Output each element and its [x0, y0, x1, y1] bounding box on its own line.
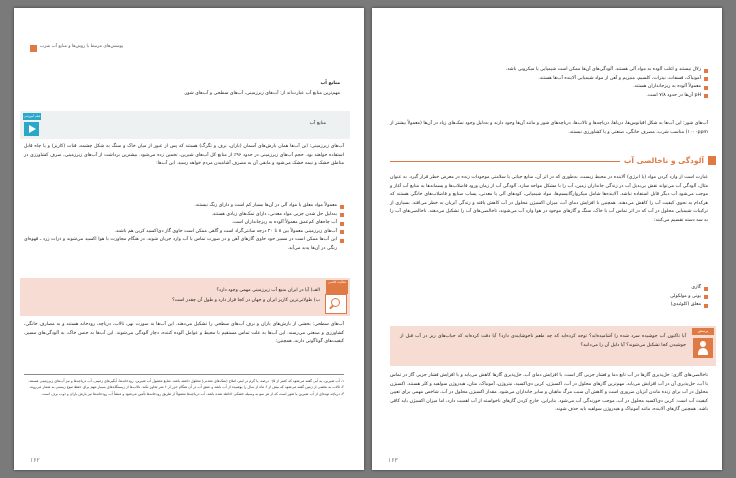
groundwater-paragraph: آب‌های زیرزمینی: این آب‌ها همان بارش‌های آسمان (باران، برف و تگرگ) هستند که پس از عبور از میان خاک و سنگ به شکل چشمه، قنات (کاریز) و یا چاه قابل استفاده خواهند بود. حجم آب‌های زیرزمینی در حدود ۹۶٪ از منابع کل آب‌های شیرین، تخمین زده می‌شود. بیشترین برداشت از آب‌های زیرزمینی، صرف کشاورزی در مناطق خشک و نیمه خشک می‌شود و مابقی آن به مصرف آشامیدن مردم خواهد رسید. این آب‌ها:: [24, 144, 345, 167]
list-item: آب‌های زیرزمینی معمولاً بین ۸ تا ۲۰ درجه سانتی‌گراد است و گاهی ممکن است حاوی گاز دی‌اکسید کربن هم باشند.: [24, 228, 344, 237]
saltwater-paragraph: آب‌های شور: این آب‌ها به شکل اقیانوس‌ها، دریاها، دریاچه‌ها و تالاب‌ها، دریاچه‌های شور و مانند آن‌ها وجود دارند و به‌دلیل وجود نمک‌های زیاد در آن‌ها (معمولاً بیشتر از ۱۰۰۰ppm) مناسب شرب، مصرف خانگی، صنعتی و یا کشاورزی نیستند.: [390, 121, 708, 135]
page-number: ۱۶۳: [388, 457, 398, 464]
list-item: این آب‌ها ممکن است در مسیر خود حاوی گازهای آهن و در صورت تماس با آب وارد جریان شوند. در هنگام مجاورت با هوا اکسید می‌شوند و ذرات زرد ـ قهوه‌ای رنگی در آن‌ها پدید می‌آید.: [24, 236, 344, 253]
page-header: [30, 44, 350, 53]
section-title: آلودگی و ناخالصی آب: [620, 154, 704, 167]
sources-title: منابع آب: [320, 81, 340, 86]
list-item: گازی: [390, 284, 708, 293]
think-question-2: ب) طولانی‌ترین کاریز ایران و جهان در کجا قرار دارد و طول آن چقدر است؟: [172, 298, 320, 303]
people-icon: [693, 338, 713, 358]
list-item: آب چاه‌های کم‌عمق معمولاً آلوده به ریزجانداران است.: [24, 219, 344, 228]
list-item: یونی و مولکولی: [390, 293, 708, 302]
surface-paragraph: آب‌های سطحی: بخشی از بارش‌های باران و برف آب‌های سطحی را تشکیل می‌دهند. این آب‌ها به صورت نهر، تالاب، دریاچه، رودخانه هستند و به مصارف خانگی، کشاورزی و صنعتی می‌رسند. این آب‌ها به علت تماس مستقیم با محیط و عوامل آلوده کننده، دچار آلودگی می‌شوند. این آب‌ها به جنس خاک، به آلودگی‌های مسیر، کیفیت‌های گوناگونی دارند، همچنین:: [24, 322, 344, 345]
search-icon: [325, 294, 347, 314]
top-bullet-list: [390, 66, 708, 100]
video-box[interactable]: [20, 111, 350, 139]
list-item: pH آن‌ها در حدود ۷/۸ است.: [390, 92, 708, 101]
think-question-1: الف) آیا در ایران منبع آب زیرزمینی مهمی وجود دارد؟: [216, 288, 320, 293]
list-item: به‌دلیل حل شدن جزیی مواد معدنی، دارای نمک‌های زیادی هستند.: [24, 211, 344, 220]
impurity-list: [390, 284, 708, 310]
section-header: [390, 154, 716, 168]
sources-intro: مهم‌ترین منابع آب عبارت‌اند از: آب‌های زیرزمینی، آب‌های سطحی و آب‌های شور.: [183, 91, 340, 96]
footnote: ۳ـ دریاچه توده‌ای از آب شیرین یا شور است که از هر سو به وسیله خشکی احاطه شده باشد. آب دریاچه‌ها معمولاً از طریق رودخانه‌ها تأمین می‌شود و منشأ آب رودخانه‌ها نیز بارش باران و ذوب برف است.: [41, 391, 344, 396]
page-number: ۱۶۲: [30, 457, 40, 464]
video-badge-label: فیلم آموزشی: [23, 114, 41, 118]
header-text: پوشش‌های مرتبط با روش‌ها و منابع آب شرب: [40, 44, 124, 49]
groundwater-list: [24, 202, 344, 254]
play-icon[interactable]: [24, 122, 39, 136]
gas-impurity-paragraph: ناخالصی‌های گازی: حل‌پذیری گازها در آب تابع دما و فشار جزیی گاز است. با افزایش دمای آب، حل‌پذیری گازها کاهش می‌یابد و با افزایش فشار جزیی گاز در تماس با آب، حل‌پذیری آن در آب افزایش می‌یابد. مهم‌ترین گازهای محلول در آب، اکسیژن، کربن دی‌اکسید، نیتروژن، آمونیاک، متان، هیدروژن سولفید و کلر هستند. اکسیژن محلول در آب برای زنده ماندن آبزیان ضروری است و کاهش آن سبب مرگ ماهیان و سایر جانداران می‌شود. مقدار اکسیژن محلول در آب، شاخص مهمی برای تعیین کیفیت آب است. کربن دی‌اکسید محلول در آب، موجب خورندگی آب می‌شود. بنابراین، خارج کردن گازهای ناخواسته از آب اهمیت دارد، اما میزان اکسیژن باید کافی باشد. همچنین گازهای آلاینده، مانند آمونیاک و هیدروژن سولفید باید حذف شوند.: [390, 373, 708, 413]
question-text: آیا تاکنون آب جوشیده سرد شده را آشامیده‌اید؟ توجه کرده‌اید که چه طعم ناخوشایندی دارد؟ آیا دقت کرده‌اید که حباب‌های ریز در آب قبل از جوشیدن کجا تشکیل می‌شوند؟ آیا دلیل آن را می‌دانید؟: [400, 334, 686, 348]
think-badge: [326, 280, 348, 294]
left-page: [14, 8, 364, 470]
footnote-divider: [24, 374, 344, 375]
video-title: منابع آب: [309, 121, 326, 126]
section-marker: [708, 156, 716, 165]
section-rule: [390, 161, 640, 162]
header-marker: [30, 45, 37, 52]
right-page: [372, 8, 722, 470]
footnotes: [24, 378, 344, 397]
think-box: [20, 278, 350, 316]
question-badge: [692, 328, 714, 335]
list-item: معلق (کلوئیدی): [390, 301, 708, 310]
list-item: آمونیاک، فسفات، نیترات، کلسیم، منیزیم و آهن از مواد شیمیایی آلاینده آب‌ها هستند.: [390, 75, 708, 84]
list-item: زلال نیستند و اغلب آلوده به مواد آلی هستند. آلودگی‌های آن‌ها ممکن است شیمیایی یا میکروبی باشد.: [390, 66, 708, 75]
question-box: [390, 326, 716, 366]
question-badge-label: پرسش: [697, 329, 709, 333]
list-item: معمولاً آلوده به ریزجانداران هستند.: [390, 83, 708, 92]
pollution-paragraph: عبارت است از وارد کردن مواد (یا انرژی) آلاینده در محیط زیست، به‌طوری که در اثر آن، منابع حیاتی یا سلامتی موجودات زنده در معرض خطر قرار گیرد. به عنوان مثال، آلودگی آب می‌تواند نقش بی‌بدیل آب در زندگی جانداران زمین، آب را با مشکل مواجه سازد. آلودگی آب از زمان ورود فاضلاب‌ها و پسماندها به منابع آب آغاز و موجب می‌شود آب دیگر قابل استفاده نباشد. آلاینده‌ها شامل میکروارگانیسم‌ها، مواد شیمیایی، کودهای آلی یا معدنی، پساب صنایع و فاضلاب‌های خانگی هستند که هرکدام به نحوی کیفیت آب را کاهش می‌دهند. همچنین با افزایش دمای آب، میزان اکسیژن محلول در آب کاهش یافته و زندگی آبزیان به خطر می‌افتد. بسیاری از ترکیبات شیمیایی محلول در آب که در اثر تماس آب با خاک، سنگ و گازهای موجود در هوا وارد آب می‌شوند، ناخالصی‌های آب را تشکیل می‌دهند. ناخالصی‌های آب را به سه دسته تقسیم می‌کنند:: [390, 175, 708, 223]
list-item: معمولاً مواد معلق یا مواد آلی در آن‌ها بسیار کم است و دارای رنگ نیستند.: [24, 202, 344, 211]
think-badge-label: فعالیت کلاسی: [328, 280, 346, 284]
footnote: ۱ـ آب شیرین، به آبی گفته می‌شود که کمتر از ۰/۵ درصد، یا گرم در لیتر، املاح (نمک‌های معدنی) محلول داشته باشد. منابع معمول آب شیرین، رودخانه‌ها، آبگیرهای زمینی، آب دریاچه‌ها و نیز آب‌های زیرزمینی هستند.: [28, 379, 344, 383]
footnote: ۲ـ تالاب به بخشی از زمین گفته می‌شود که بیش از ۶ ماه از سال را پوشیده از آب باشد و عمق آب در آن هنگام جزر از ۶ متر تجاوز نکند. تالاب‌ها از زیستگاه‌های بسیار مهم برای حفظ تنوع زیستی به شمار می‌روند.: [28, 385, 344, 390]
